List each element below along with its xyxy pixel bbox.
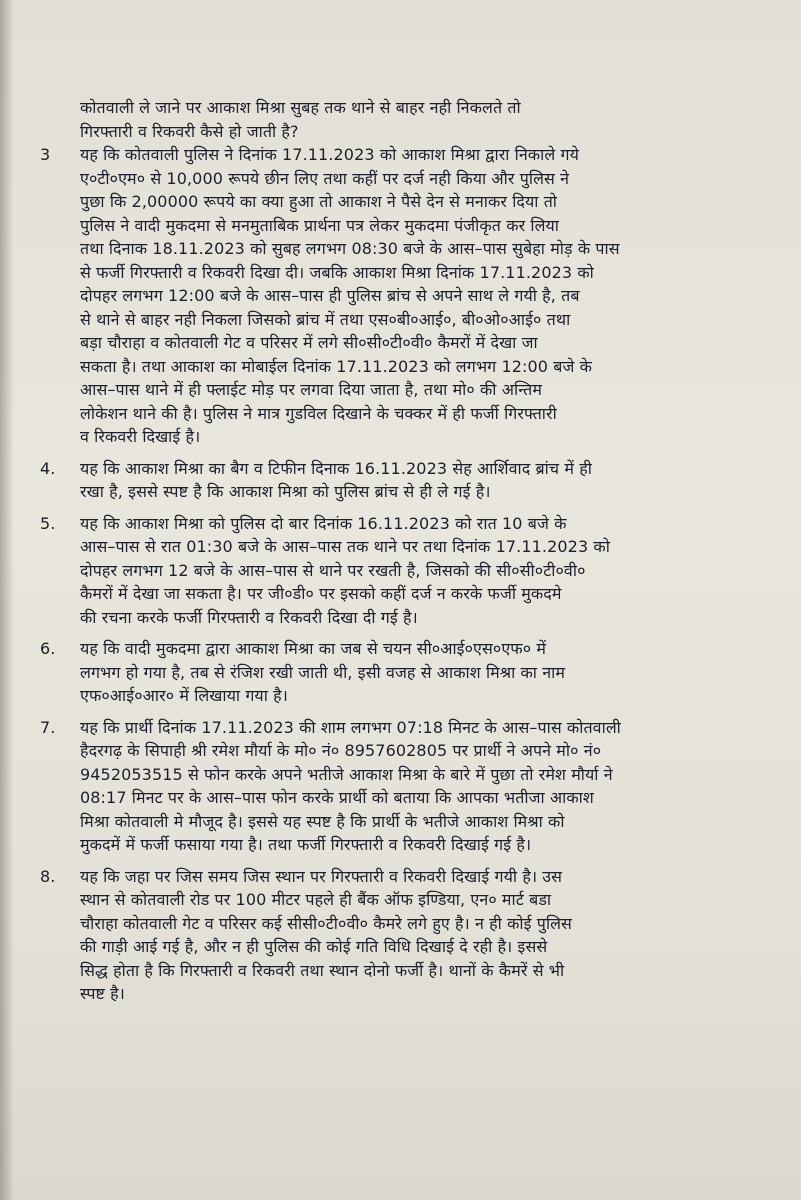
document-body (40, 96, 740, 1006)
paragraph-7 (40, 716, 740, 857)
paragraph-number: 4. (40, 458, 56, 478)
paragraph-number: 8. (40, 866, 56, 886)
paragraph-number: 3 (40, 145, 51, 164)
text-line: रखा है, इससे स्पष्ट है कि आकाश मिश्रा को पुलिस ब्रांच से ही ले गई है। (80, 482, 491, 501)
text-line: कैमरों में देखा जा सकता है। पर जी०डी० पर इसको कहीं दर्ज न करके फर्जी मुकदमे (80, 584, 562, 603)
text-line: यह कि आकाश मिश्रा का बैग व टिफीन दिनाक 16.11.2023 सेह आर्शिवाद ब्रांच में ही (80, 458, 592, 478)
text-line: गिरफ्तारी व रिकवरी कैसे हो जाती है? (80, 121, 299, 141)
text-line: की रचना करके फर्जी गिरफ्तारी व रिकवरी दिखा दी गई है। (80, 607, 418, 627)
text-line: 08:17 मिनट पर के आस–पास फोन करके प्रार्थी को बताया कि आपका भतीजा आकाश (80, 788, 594, 807)
text-line: सकता है। तथा आकाश का मोबाईल दिनांक 17.11.2023 को लगभग 12:00 बजे के (80, 356, 593, 376)
paragraph-8 (40, 865, 740, 1006)
text-line: स्पष्ट है। (80, 984, 125, 1003)
text-line: से थाने से बाहर नही निकला जिसको ब्रांच में तथा एस०बी०आई०, बी०ओ०आई० तथा (80, 309, 571, 329)
text-line: पुछा कि 2,00000 रूपये का क्या हुआ तो आकाश ने पैसे देन से मनाकर दिया तो (80, 192, 558, 211)
text-line: मुकदमें में फर्जी फसाया गया है। तथा फर्जी गिरफ्तारी व रिकवरी दिखाई गई है। (80, 835, 532, 854)
paragraph-4 (40, 457, 740, 504)
text-line: सिद्ध होता है कि गिरफ्तारी व रिकवरी तथा स्थान दोनो फर्जी है। थानों के कैमरें से भी (80, 960, 565, 980)
text-line: यह कि प्रार्थी दिनांक 17.11.2023 की शाम लगभग 07:18 मिनट के आस–पास कोतवाली (80, 717, 621, 737)
text-line: स्थान से कोतवाली रोड पर 100 मीटर पहले ही बैंक ऑफ इण्डिया, एन० मार्ट बडा (80, 890, 552, 909)
text-line: आस–पास थाने में ही फ्लाईट मोड़ पर लगवा दिया जाता है, तथा मो० की अन्तिम (80, 380, 543, 399)
text-line: बड़ा चौराहा व कोतवाली गेट व परिसर में लगे सी०सी०टी०वी० कैमरों में देखा जा (80, 333, 538, 352)
text-line: ए०टी०एम० से 10,000 रूपये छीन लिए तथा कहीं पर दर्ज नही किया और पुलिस ने (80, 168, 570, 188)
text-line: व रिकवरी दिखाई है। (80, 427, 201, 446)
text-line: तथा दिनाक 18.11.2023 को सुबह लगभग 08:30 बजे के आस–पास सुबेहा मोड़ के पास (80, 239, 620, 258)
text-line: आस–पास से रात 01:30 बजे के आस–पास तक थाने पर तथा दिनांक 17.11.2023 को (80, 537, 610, 556)
text-line: यह कि आकाश मिश्रा को पुलिस दो बार दिनांक 16.11.2023 को रात 10 बजे के (80, 513, 567, 533)
text-line: यह कि वादी मुकदमा द्वारा आकाश मिश्रा का जब से चयन सी०आई०एस०एफ० में (80, 639, 547, 658)
paragraph-5 (40, 512, 740, 630)
text-line: लगभग हो गया है, तब से रंजिश रखी जाती थी, इसी वजह से आकाश मिश्रा का नाम (80, 662, 566, 682)
text-line: की गाड़ी आई गई है, और न ही पुलिस की कोई गति विधि दिखाई दे रही है। इससे (80, 937, 548, 956)
text-line: चौराहा कोतवाली गेट व परिसर कई सीसी०टी०वी० कैमरे लगे हुए है। न ही कोई पुलिस (80, 913, 572, 933)
text-line: एफ०आई०आर० में लिखाया गया है। (80, 686, 288, 705)
intro-paragraph (40, 96, 740, 143)
page-edge-shadow (0, 0, 14, 1200)
text-line: यह कि कोतवाली पुलिस ने दिनांक 17.11.2023 को आकाश मिश्रा द्वारा निकाले गये (80, 145, 579, 164)
paragraph-6 (40, 637, 740, 708)
text-line: से फर्जी गिरफ्तारी व रिकवरी दिखा दी। जबकि आकाश मिश्रा दिनांक 17.11.2023 को (80, 262, 594, 282)
paragraph-number: 7. (40, 717, 56, 737)
text-line: यह कि जहा पर जिस समय जिस स्थान पर गिरफ्तारी व रिकवरी दिखाई गयी है। उस (80, 866, 563, 886)
text-line: कोतवाली ले जाने पर आकाश मिश्रा सुबह तक थाने से बाहर नही निकलते तो (80, 98, 521, 117)
text-line: पुलिस ने वादी मुकदमा से मनमुताबिक प्रार्थना पत्र लेकर मुकदमा पंजीकृत कर लिया (80, 215, 560, 235)
paragraph-number: 5. (40, 513, 56, 533)
text-line: दोपहर लगभग 12 बजे के आस–पास से थाने पर रखती है, जिसको की सी०सी०टी०वी० (80, 560, 586, 580)
text-line: लोकेशन थाने की है। पुलिस ने मात्र गुडविल दिखाने के चक्कर में ही फर्जी गिरफ्तारी (80, 403, 557, 423)
text-line: दोपहर लगभग 12:00 बजे के आस–पास ही पुलिस ब्रांच से अपने साथ ले गयी है, तब (80, 286, 580, 305)
paragraph-number: 6. (40, 639, 56, 658)
text-line: 9452053515 से फोन करके अपने भतीजे आकाश मिश्रा के बारे में पुछा तो रमेश मौर्या ने (80, 764, 613, 784)
text-line: हैदरगढ़ के सिपाही श्री रमेश मौर्या के मो० नं० 8957602805 पर प्रार्थी ने अपने मो० नं० (80, 741, 602, 760)
text-line: मिश्रा कोतवाली मे मौजूद है। इससे यह स्पष्ट है कि प्रार्थी के भतीजे आकाश मिश्रा को (80, 811, 565, 831)
paragraph-3 (40, 143, 740, 449)
